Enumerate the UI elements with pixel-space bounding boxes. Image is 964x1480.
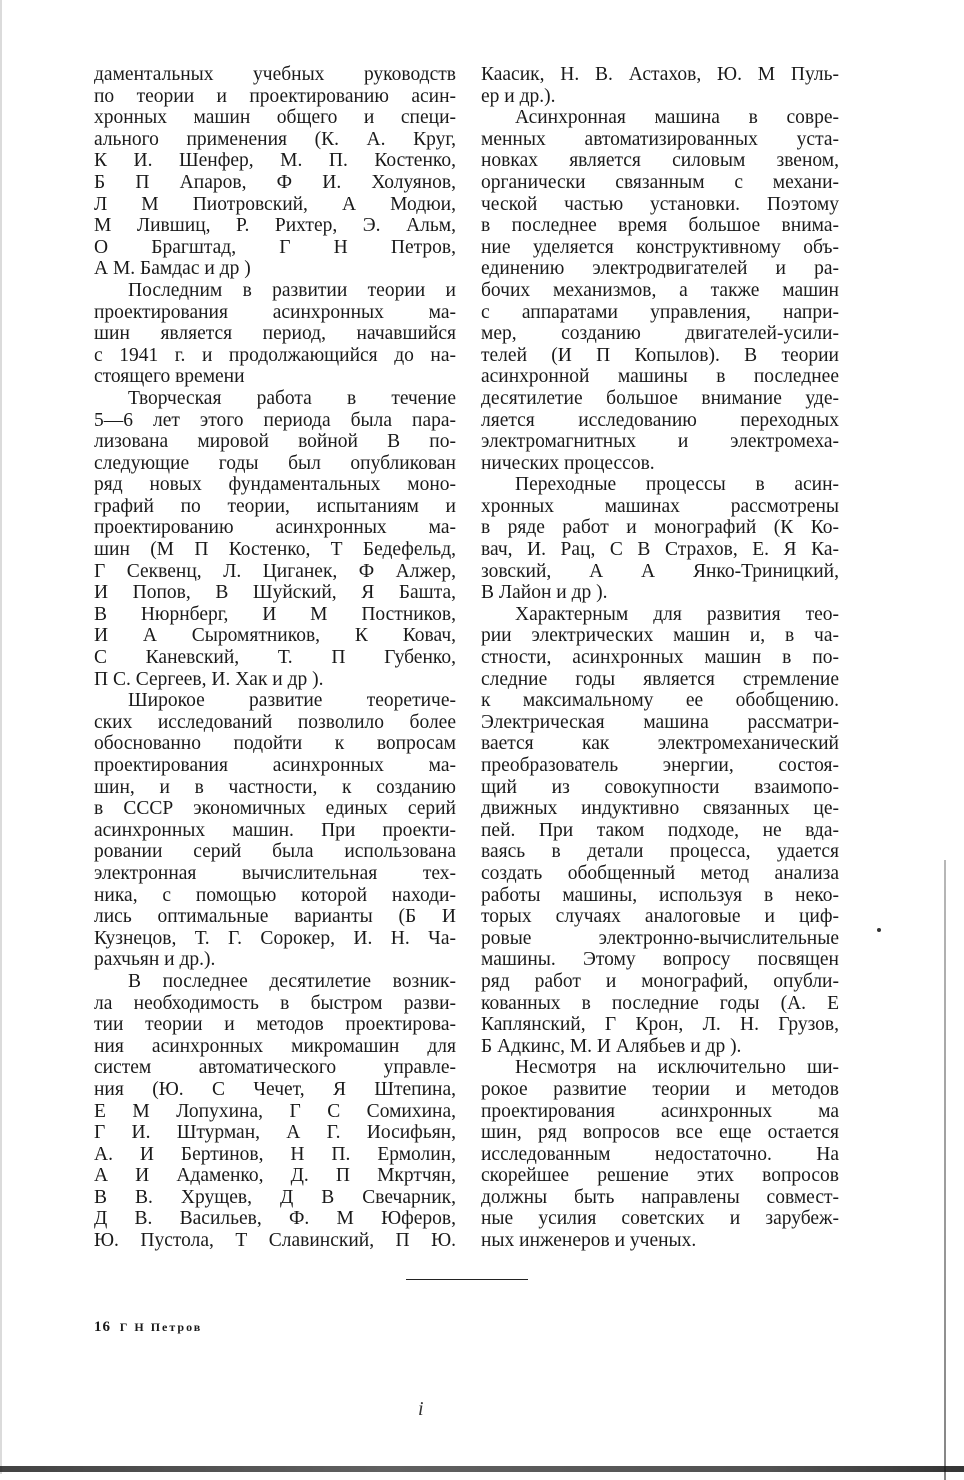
text-line: машины. Этому вопросу посвящен bbox=[481, 949, 839, 971]
text-line: десятилетие большое внимание уде- bbox=[481, 387, 839, 409]
text-line: шин, ряд вопросов все еще остается bbox=[481, 1122, 839, 1144]
text-line: стности, асинхронных машин в по- bbox=[481, 647, 839, 669]
text-line: органически связанным с механи- bbox=[481, 171, 839, 193]
text-line: В Лайон и др ). bbox=[481, 582, 608, 604]
text-line: ника, с помощью которой находи- bbox=[94, 884, 456, 906]
text-line: проектированию асинхронных ма- bbox=[94, 517, 456, 539]
text-line: по теории и проектированию асин- bbox=[94, 85, 456, 107]
text-line: В В. Хрущев, Д В Свечарник, bbox=[94, 1186, 456, 1208]
text-line: стоящего времени bbox=[94, 366, 245, 388]
text-line: ляется исследованию переходных bbox=[481, 409, 839, 431]
text-line: телей (И П Копылов). В теории bbox=[481, 344, 839, 366]
text-line: проектирования асинхронных ма- bbox=[94, 755, 456, 776]
text-line: движных индуктивно связанных це- bbox=[481, 798, 839, 820]
text-line: И Попов, В Шуйский, Я Башта, bbox=[94, 582, 456, 604]
text-line: асинхронной машины в последнее bbox=[481, 366, 839, 388]
text-line: тии теории и методов проектирова- bbox=[94, 1014, 456, 1036]
section-end-rule bbox=[406, 1279, 528, 1280]
text-line: Последним в развитии теории и bbox=[128, 279, 456, 301]
page-footer bbox=[94, 1319, 202, 1336]
text-line: обоснованно подойти к вопросам bbox=[94, 733, 456, 755]
text-line: шин, и в частности, к созданию bbox=[94, 776, 456, 798]
text-line: рахчьян и др.). bbox=[94, 949, 216, 971]
text-line: Г И. Штурман, А Г. Иосифьян, bbox=[94, 1122, 456, 1144]
text-line: проектирования асинхронных ма bbox=[481, 1100, 839, 1122]
text-line: кованных в последние годы (А. Е bbox=[481, 992, 839, 1014]
text-line: ряд новых фундаментальных моно- bbox=[94, 474, 456, 496]
text-line: Характерным для развития тео- bbox=[515, 603, 839, 625]
text-line: менных автоматизированных уста- bbox=[481, 128, 839, 150]
text-line: новках является силовым звеном, bbox=[481, 150, 839, 172]
text-line: ряд работ и монографий, опубли- bbox=[481, 970, 839, 992]
text-line: С Каневский, Т. П Губенко, bbox=[94, 647, 456, 669]
marginal-mark: i bbox=[418, 1398, 424, 1420]
left-text-column bbox=[94, 64, 456, 1252]
text-line: В последнее десятилетие возник- bbox=[128, 970, 456, 992]
text-line: ния (Ю. С Чечет, Я Штепина, bbox=[94, 1078, 456, 1100]
text-line: единению электродвигателей и ра- bbox=[481, 258, 839, 280]
text-line: лизована мировой войной В по- bbox=[94, 431, 456, 453]
page-number: 16 bbox=[94, 1319, 111, 1335]
text-line: А. И Бертинов, Н П. Ермолин, bbox=[94, 1143, 456, 1165]
text-line: ных инженеров и ученых. bbox=[481, 1230, 697, 1252]
text-line: должны быть направлены совмест- bbox=[481, 1186, 839, 1208]
text-line: М Лившиц, Р. Рихтер, Э. Альм, bbox=[94, 215, 456, 237]
text-line: Б Адкинс, М. И Алябьев и др ). bbox=[481, 1035, 742, 1057]
text-line: ер и др.). bbox=[481, 85, 556, 107]
text-line: зовский, А А Янко-Триницкий, bbox=[481, 560, 839, 582]
text-line: асинхронных машин. При проекти- bbox=[94, 819, 456, 841]
text-line: нических процессов. bbox=[481, 452, 655, 474]
scan-speck bbox=[877, 928, 881, 932]
scan-edge-bottom bbox=[0, 1466, 964, 1472]
text-line: следующие годы был опубликован bbox=[94, 452, 456, 474]
text-line: ные усилия советских и зарубеж- bbox=[481, 1208, 839, 1230]
text-line: шин является период, начавшийся bbox=[94, 323, 456, 345]
scan-edge-right bbox=[944, 860, 946, 1480]
text-line: Переходные процессы в асин- bbox=[515, 474, 839, 496]
text-line: О Брагштад, Г Н Петров, bbox=[94, 236, 456, 258]
text-line: Ю. Пустола, Т Славинский, П Ю. bbox=[94, 1230, 456, 1252]
text-line: графий по теории, испытаниям и bbox=[94, 495, 456, 517]
text-line: даментальных учебных руководств bbox=[94, 64, 456, 85]
text-line: ровании серий была использована bbox=[94, 841, 456, 863]
text-line: ния асинхронных микромашин для bbox=[94, 1035, 456, 1057]
text-line: с аппаратами управления, напри- bbox=[481, 301, 839, 323]
text-line: скорейшее решение этих вопросов bbox=[481, 1165, 839, 1187]
text-line: хронных машин общего и специ- bbox=[94, 107, 456, 129]
text-line: К И. Шенфер, М. П. Костенко, bbox=[94, 150, 456, 172]
text-line: И А Сыромятников, К Ковач, bbox=[94, 625, 456, 647]
right-text-column bbox=[481, 64, 839, 1252]
text-line: шин (М П Костенко, Т Бедефельд, bbox=[94, 539, 456, 561]
text-line: ние уделяется конструктивному объ- bbox=[481, 236, 839, 258]
text-line: торых случаях аналоговые и циф- bbox=[481, 906, 839, 928]
text-line: Электрическая машина рассматри- bbox=[481, 711, 839, 733]
text-line: рокое развитие теории и методов bbox=[481, 1078, 839, 1100]
text-line: создать обобщенный метод анализа bbox=[481, 862, 839, 884]
text-line: ческой частью установки. Поэтому bbox=[481, 193, 839, 215]
text-line: Е М Лопухина, Г С Сомихина, bbox=[94, 1100, 456, 1122]
text-line: А М. Бамдас и др ) bbox=[94, 258, 251, 280]
scan-edge-left bbox=[0, 0, 2, 1474]
text-line: щий из совокупности взаимопо- bbox=[481, 776, 839, 798]
text-line: лись оптимальные варианты (Б И bbox=[94, 906, 456, 928]
text-line: с 1941 г. и продолжающийся до на- bbox=[94, 344, 456, 366]
text-line: к максимальному ее обобщению. bbox=[481, 690, 839, 712]
text-line: Каасик, Н. В. Астахов, Ю. М Пуль- bbox=[481, 64, 839, 85]
text-line: Кузнецов, Т. Г. Сорокер, И. Н. Ча- bbox=[94, 927, 456, 949]
text-line: вач, И. Рац, С В Страхов, Е. Я Ка- bbox=[481, 539, 839, 561]
text-line: работы машины, используя в неко- bbox=[481, 884, 839, 906]
text-line: в ряде работ и монографий (К Ко- bbox=[481, 517, 839, 539]
text-line: Широкое развитие теоретиче- bbox=[128, 690, 456, 712]
text-line: пей. При таком подходе, не вда- bbox=[481, 819, 839, 841]
text-line: Л М Пиотровский, А Модюи, bbox=[94, 193, 456, 215]
text-line: Несмотря на исключительно ши- bbox=[515, 1057, 839, 1079]
text-line: Творческая работа в течение bbox=[128, 387, 456, 409]
text-line: Асинхронная машина в совре- bbox=[515, 107, 839, 129]
text-line: В Нюрнберг, И М Постников, bbox=[94, 603, 456, 625]
text-line: П С. Сергеев, И. Хак и др ). bbox=[94, 668, 324, 690]
text-line: систем автоматического управле- bbox=[94, 1057, 456, 1079]
text-line: Б П Апаров, Ф И. Холуянов, bbox=[94, 171, 456, 193]
text-line: в СССР экономичных единых серий bbox=[94, 798, 456, 820]
text-line: проектирования асинхронных ма- bbox=[94, 301, 456, 323]
text-line: ального применения (К. А. Круг, bbox=[94, 128, 456, 150]
text-line: Д В. Васильев, Ф. М Юферов, bbox=[94, 1208, 456, 1230]
text-line: электронная вычислительная тех- bbox=[94, 862, 456, 884]
text-line: Каплянский, Г Крон, Л. Н. Грузов, bbox=[481, 1014, 839, 1036]
text-line: мер, созданию двигателей-усили- bbox=[481, 323, 839, 345]
text-line: рии электрических машин и, в ча- bbox=[481, 625, 839, 647]
running-head: Г Н Петров bbox=[119, 1320, 203, 1334]
text-line: вается как электромеханический bbox=[481, 733, 839, 755]
text-line: ла необходимость в быстром разви- bbox=[94, 992, 456, 1014]
text-line: исследованным недостаточно. На bbox=[481, 1143, 839, 1165]
text-line: в последнее время большое внима- bbox=[481, 215, 839, 237]
text-line: ваясь в детали процесса, удается bbox=[481, 841, 839, 863]
text-line: ских исследований позволило более bbox=[94, 711, 456, 733]
text-line: 5—6 лет этого периода была пара- bbox=[94, 409, 456, 431]
text-line: следние годы является стремление bbox=[481, 668, 839, 690]
text-line: А И Адаменко, Д. П Мкртчян, bbox=[94, 1165, 456, 1187]
text-line: бочих механизмов, а также машин bbox=[481, 279, 839, 301]
text-line: преобразователь энергии, состоя- bbox=[481, 755, 839, 776]
text-line: Г Секвенц, Л. Циганек, Ф Алжер, bbox=[94, 560, 456, 582]
text-line: хронных машинах рассмотрены bbox=[481, 495, 839, 517]
text-line: электромагнитных и электромеха- bbox=[481, 431, 839, 453]
text-line: ровые электронно-вычислительные bbox=[481, 927, 839, 949]
